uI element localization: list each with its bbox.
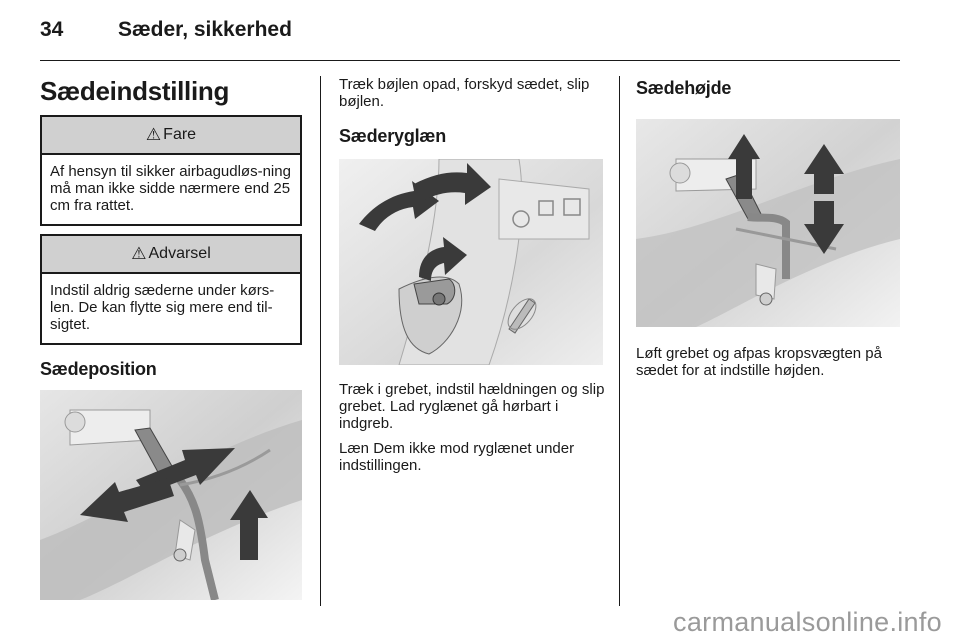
- seat-height-text: Løft grebet og afpas kropsvægten på sædet for at indstille højden.: [636, 345, 882, 379]
- danger-box-header: [42, 117, 300, 155]
- header-rule: [40, 60, 900, 61]
- seat-height-lever-illustration: [636, 119, 900, 327]
- running-title: Sæder, sikkerhed: [118, 18, 292, 41]
- page-number: 34: [40, 18, 64, 41]
- backrest-recline-illustration: [339, 159, 603, 365]
- danger-label: Fare: [163, 126, 197, 143]
- column-2: [339, 66, 605, 474]
- backrest-text-1: Træk i grebet, indstil hældningen og slip grebet. Lad ryglænet gå hørbart i indgreb.: [339, 381, 605, 432]
- column-divider-2: [619, 76, 620, 606]
- seat-slide-lever-illustration: [40, 390, 302, 600]
- column-3: [636, 66, 904, 379]
- caution-box: [40, 234, 302, 345]
- column-divider-1: [320, 76, 321, 606]
- backrest-text-2: Læn Dem ikke mod ryglænet under indstillingen.: [339, 440, 575, 474]
- seat-position-heading: Sædeposition: [40, 359, 157, 379]
- caution-text: Indstil aldrig sæderne under kørs-len. De kan flytte sig mere end til-sigtet.: [50, 282, 275, 333]
- seat-height-heading: Sædehøjde: [636, 78, 732, 98]
- caution-box-header: [42, 236, 300, 274]
- column-1: [40, 66, 302, 600]
- warning-triangle-icon: ⚠: [131, 244, 147, 263]
- danger-box: [40, 115, 302, 226]
- caution-label: Advarsel: [148, 245, 211, 262]
- watermark: carmanualsonline.info: [673, 607, 942, 637]
- page-header: [40, 18, 920, 48]
- warning-triangle-icon: ⚠: [145, 125, 162, 144]
- section-heading: Sædeindstilling: [40, 76, 230, 106]
- seat-position-text: Træk bøjlen opad, forskyd sædet, slip bøjlen.: [339, 76, 590, 110]
- danger-text: Af hensyn til sikker airbagudløs-ning må man ikke sidde nærmere end 25 cm fra rattet.: [50, 163, 291, 214]
- backrest-heading: Sæderyglæn: [339, 126, 447, 146]
